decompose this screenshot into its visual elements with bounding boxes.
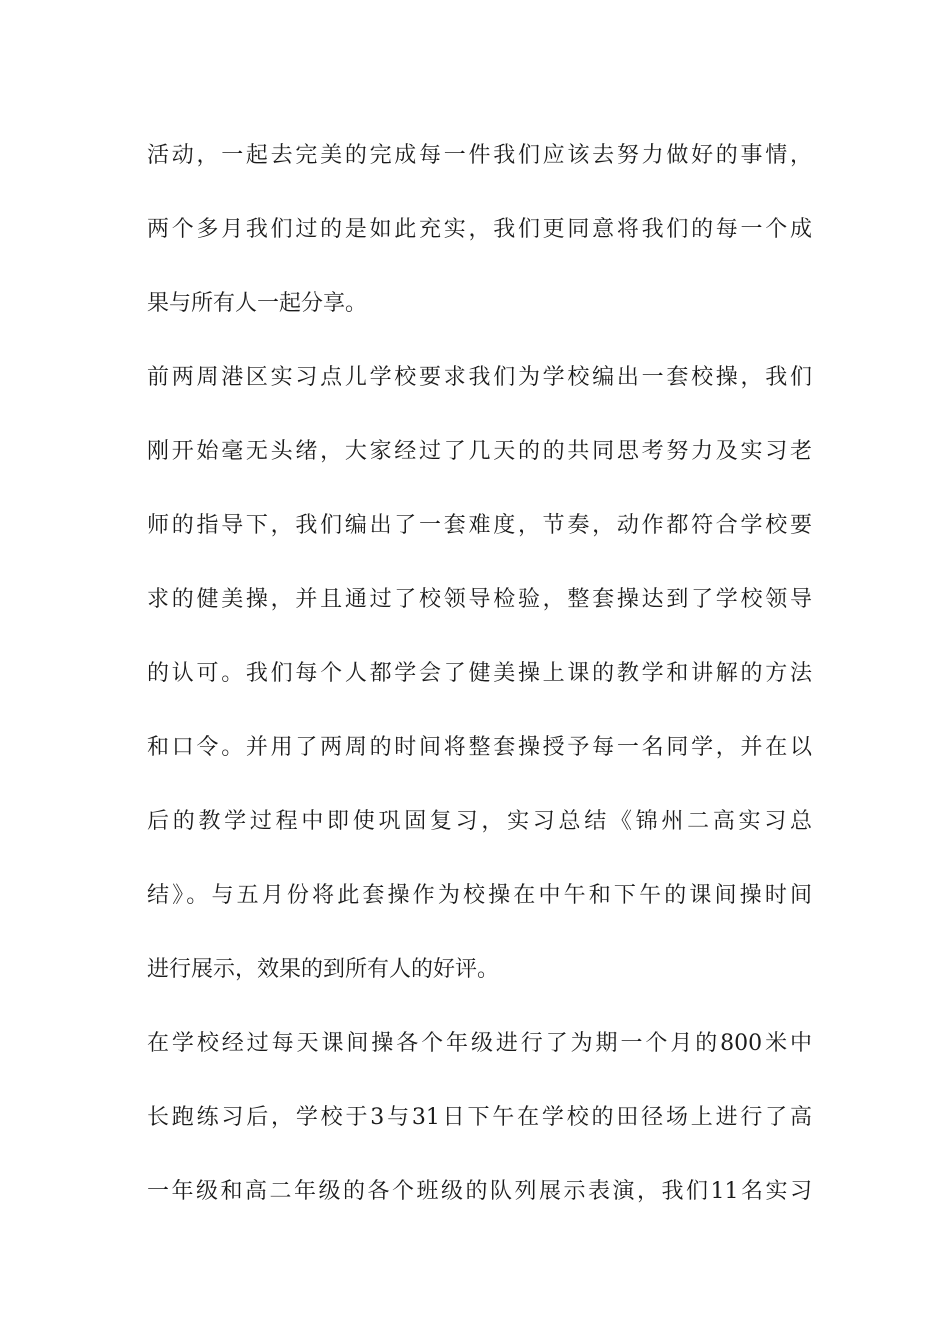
text-line: 的认可。我们每个人都学会了健美操上课的教学和讲解的方法 [147, 661, 812, 686]
text-line: 两个多月我们过的是如此充实，我们更同意将我们的每一个成 [147, 217, 812, 242]
text-line: 活动，一起去完美的完成每一件我们应该去努力做好的事情， [147, 143, 812, 168]
text-line: 结》。与五月份将此套操作为校操在中午和下午的课间操时间 [147, 883, 812, 908]
body-text [147, 128, 812, 1238]
text-line: 果与所有人一起分享。 [147, 291, 368, 316]
text-line: 和口令。并用了两周的时间将整套操授予每一名同学，并在以 [147, 735, 812, 760]
text-line: 师的指导下，我们编出了一套难度，节奏，动作都符合学校要 [147, 513, 812, 538]
text-line: 刚开始毫无头绪，大家经过了几天的的共同思考努力及实习老 [147, 439, 812, 464]
text-line: 一年级和高二年级的各个班级的队列展示表演，我们11名实习 [147, 1179, 812, 1204]
text-line: 前两周港区实习点儿学校要求我们为学校编出一套校操，我们 [147, 365, 812, 390]
text-line: 求的健美操，并且通过了校领导检验，整套操达到了学校领导 [147, 587, 812, 612]
text-line: 长跑练习后，学校于3与31日下午在学校的田径场上进行了高 [147, 1105, 812, 1130]
text-line: 在学校经过每天课间操各个年级进行了为期一个月的800米中 [147, 1031, 812, 1056]
text-line: 后的教学过程中即使巩固复习，实习总结《锦州二高实习总 [147, 809, 812, 834]
text-line: 进行展示，效果的到所有人的好评。 [147, 957, 500, 982]
